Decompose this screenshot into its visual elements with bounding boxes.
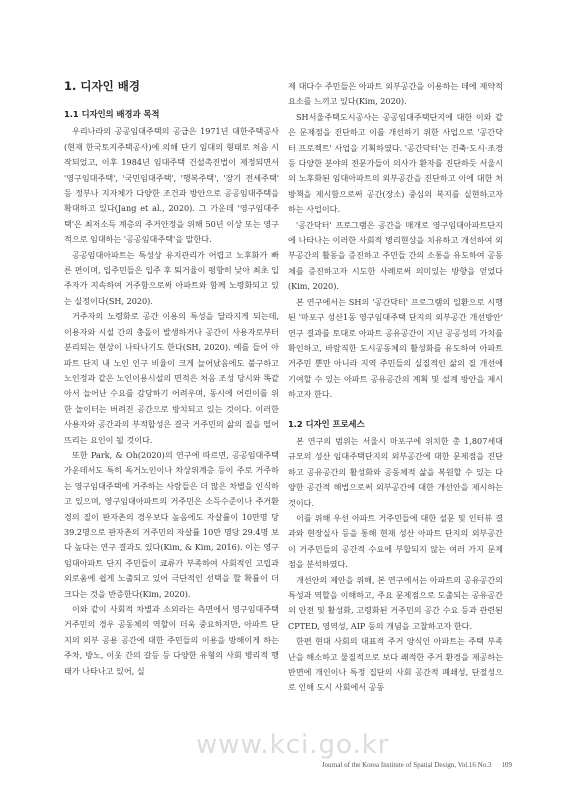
- body-paragraph: 한편 현대 사회의 대표적 주거 양식인 아파트는 주택 부족난을 해소하고 물질적으로 보다 쾌적한 주거 환경을 제공하는 반면에 개인이나 특정 집단의 사회 공간적 폐쇄성, 단절성으로 인해 도시 사회에서 공동: [288, 636, 503, 693]
- body-paragraph: 개선안의 제안을 위해, 본 연구에서는 아파트의 공유공간의 특성과 역할을 이해하고, 주요 문제점으로 도출되는 공유공간의 안전 및 활성화, 고령화된 거주민의 공간 수요 등과 관련된 CPTED, 영역성, AIP 등의 개념을 고찰하고자 한다.: [288, 574, 503, 631]
- body-paragraph: 우리나라의 공공임대주택의 공급은 1971년 대한주택공사(현재 한국토지주택공사)에 의해 단기 임대의 형태로 처음 시작되었고, 이후 1984년 임대주택 건설촉진법이 제정되면서 '영구임대주택', '국민임대주택', '행복주택', '장기 전세주택' 등 정부나 지자체가 다양한 조건과 방안으로 공공임대주택을 확대하고 있다(Jang et al., 2020). 그 가운데 '영구임대주택'은 최저소득 계층의 주거안정을 위해 50년 이상 또는 영구적으로 임대하는 '공공임대주택'을 말한다.: [64, 126, 279, 245]
- section-gap: [288, 403, 503, 417]
- body-paragraph: 또한 Park, & Oh(2020)의 연구에 따르면, 공공임대주택 가운데서도 특히 독거노인이나 차상위계층 등이 주로 거주하는 영구임대주택에 거주하는 사람들은 더 많은 차별을 인식하고 있으며, 영구임대아파트의 거주민은 소득수준이나 주거환경의 질이 판자촌의 경우보다 높음에도 자살률이 10만명 당 39.2명으로 판자촌의 거주민의 자살률 10만 명당 29.4명 보다 높다는 연구 결과도 있다(Kim, & Kim, 2016). 이는 영구임대아파트 단지 주민들이 쿄류가 부족하여 사회적인 고립과 외로움에 쉽게 노출되고 있어 극단적인 선택을 할 확률이 더 크다는 것을 반증한다(Kim, 2020).: [64, 449, 279, 599]
- right-column: [288, 79, 503, 696]
- page-number: 109: [501, 761, 512, 769]
- body-paragraph: 공공임대아파트는 특성상 유지관리가 어렵고 노후화가 빠른 편이며, 입주민들은 입주 후 퇴거율이 평향히 낮아 최초 입주자가 지속하여 거주함으로써 아파트와 함께 노령화되고 있는 실정이다(SH, 2020).: [64, 249, 279, 306]
- body-paragraph: 거주자의 노령화로 공간 이용의 특성을 달라지게 되는데, 이용자와 시설 간의 충돌이 발생하거나 공간이 사용자로부터 분리되는 현상이 나타나기도 한다(SH, 2020). 예를 들어 아파트 단지 내 노인 인구 비율이 크게 늘어났음에도 불구하고 노인정과 같은 노인이용시설의 면적은 처음 조성 당시와 똑같아서 늘어난 수요를 감당하기 어려우며, 동시에 어린이를 위한 놀이터는 버려진 공간으로 방치되고 있는 것이다. 이러한 사용자와 공간과의 부적합성은 결국 거주민의 삶의 질을 떨어뜨리는 요인이 될 것이다.: [64, 311, 279, 445]
- body-paragraph: '공간닥터' 프로그램은 공간을 매개로 영구임대아파트단지에 나타나는 이러한 사회적 병리현상을 치유하고 개선하여 외부공간의 활동을 증진하고 주민들 간의 소통을 유도하여 공동체를 증진하고자 시도한 사례로써 의미있는 방향을 얻었다(Kim, 2020).: [288, 219, 503, 292]
- subsection-title-2: 1.2 디자인 프로세스: [288, 418, 365, 429]
- left-column: [64, 79, 279, 679]
- body-paragraph: 이와 같이 사회적 차별과 소외라는 측면에서 영구임대주택 거주민의 경우 공동체의 역할이 더욱 중요하지만, 아파트 단지의 외부 공용 공간에 대한 주민들의 이용을 방해이게 하는 주차, 방노, 이웃 간의 갈등 등 다양한 유형의 사회 병리적 행태가 나타나고 있어, 실: [64, 604, 279, 676]
- footer-journal-name: Journal of the Korea Institute of Spatial Design, Vol.16 No.3: [321, 761, 492, 769]
- body-paragraph: 제 대다수 주민들은 아파트 외부공간을 이용하는 데에 제약적 요소를 느끼고 있다(Kim, 2020).: [288, 81, 503, 107]
- body-paragraph: 본 연구에서는 SH의 '공간닥터' 프로그램의 일환으로 시행된 '마포구 성산1동 영구임대주택 단지의 외부공간 개선방안' 연구 결과를 토대로 아파트 공유공간이 지닌 공공성의 가치를 확인하고, 바람직한 도시공동체의 활성화를 유도하여 아파트 거주민 뿐만 아니라 지역 주민들의 실질적인 삶의 질 개선에 기여할 수 있는 아파트 공유공간의 계획 및 설계 방안을 제시하고자 한다.: [288, 296, 503, 400]
- section-title: 1. 디자인 배경: [64, 79, 140, 93]
- kci-watermark: www.kci.go.kr: [196, 730, 390, 760]
- body-paragraph: 본 연구의 범위는 서울시 마포구에 위치한 총 1,807세대 규모의 성산 임대주택단지의 외부공간에 대한 문제점을 진단하고 공유공간의 활성화와 공동체적 삶을 복원할 수 있는 다양한 공간적 해법으로써 외부공간에 대한 개선안을 제시하는 것이다.: [288, 435, 503, 508]
- page-footer: [322, 761, 512, 769]
- body-paragraph: 이를 위해 우선 아파트 거주민들에 대한 설문 및 인터뷰 결과와 현장실사 등을 통해 현재 성산 아파트 단지의 외부공간이 거주민들의 공간적 수요에 부합되지 않는 여러 가지 문제점을 분석하였다.: [288, 512, 503, 570]
- body-paragraph: SH서울주택도시공사는 공공임대주택단지에 대한 이와 같은 문제점을 진단하고 이를 개선하기 위한 사업으로 '공간닥터 프로젝트' 사업을 기획하였다. '공간닥터'는 건축·도시·조경 등 다양한 분야의 전문가들이 의사가 환자를 진단하듯 서울시의 노후화된 임대아파트의 외부공간을 진단하고 이에 대한 처방책을 제시함으로써 공간(장소) 중심의 복지를 실현하고자 하는 사업이다.: [288, 111, 503, 215]
- subsection-title-1: 1.1 디자인의 배경과 목적: [64, 109, 160, 119]
